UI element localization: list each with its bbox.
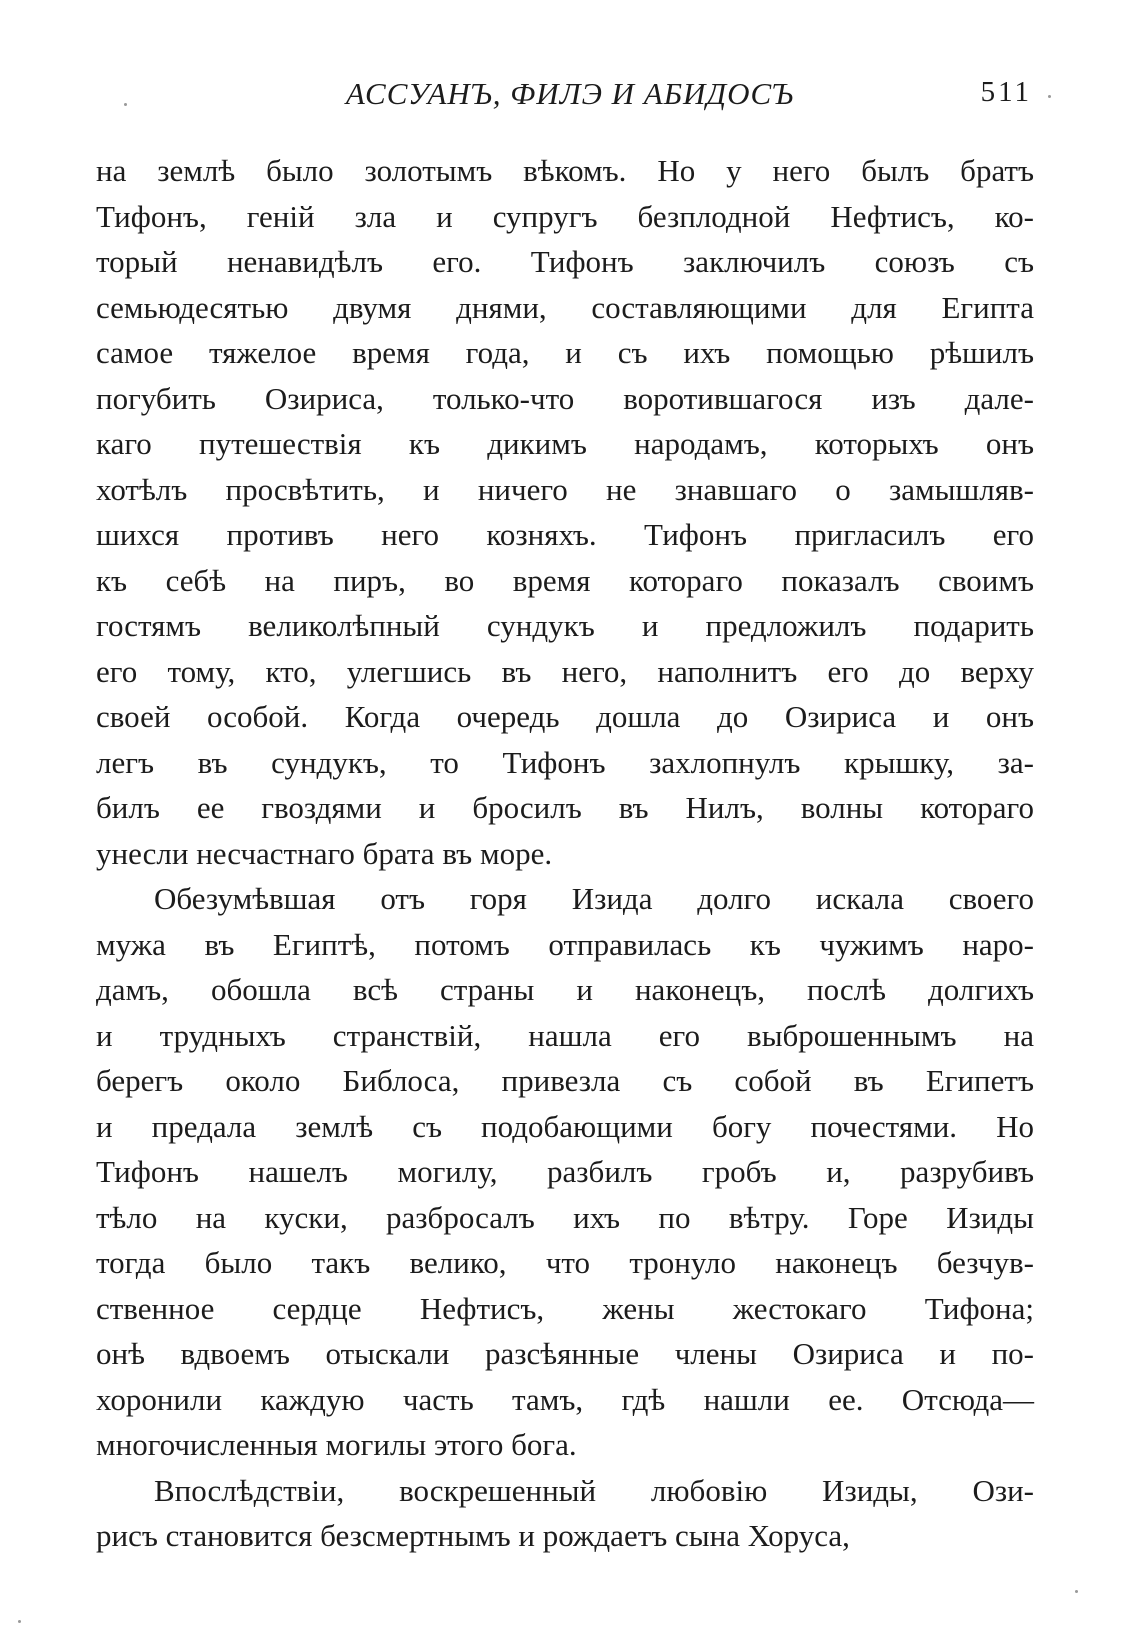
text-line: его тому, кто, улегшись въ него, наполнитъ его до верху bbox=[96, 653, 1034, 689]
text-line: хоронили каждую часть тамъ, гдѣ нашли ее. Отсюда— bbox=[96, 1381, 1034, 1417]
text-line: Тифонъ, геній зла и супругъ безплодной Нефтисъ, ко- bbox=[96, 198, 1034, 234]
text-line: билъ ее гвоздями и бросилъ въ Нилъ, волны котораго bbox=[96, 790, 1034, 825]
text-line: и трудныхъ странствій, нашла его выброшеннымъ на bbox=[96, 1017, 1034, 1053]
text-line: берегъ около Библоса, привезла съ собой въ Египетъ bbox=[96, 1063, 1034, 1098]
text-line: ственное сердце Нефтисъ, жены жестокаго Тифона; bbox=[96, 1290, 1034, 1326]
paragraph bbox=[96, 148, 1034, 876]
running-title: АССУАНЪ, ФИЛЭ И АБИДОСЪ bbox=[345, 76, 795, 111]
text-line: унесли несчастнаго брата въ море. bbox=[96, 835, 553, 871]
text-line: и предала землѣ съ подобающими богу почестями. Но bbox=[96, 1108, 1034, 1144]
print-speck bbox=[1048, 95, 1051, 98]
text-line: Обезумѣвшая отъ горя Изида долго искала своего bbox=[154, 881, 1034, 916]
print-speck bbox=[1075, 1590, 1078, 1593]
text-line: мужа въ Египтѣ, потомъ отправилась къ чужимъ наро- bbox=[96, 926, 1034, 962]
page-number: 511 bbox=[980, 76, 1032, 108]
text-line: тогда было такъ велико, что тронуло наконецъ безчув- bbox=[96, 1245, 1034, 1280]
text-line: къ себѣ на пиръ, во время котораго показалъ своимъ bbox=[96, 562, 1034, 598]
paragraph bbox=[96, 876, 1034, 1468]
print-speck bbox=[18, 1620, 21, 1623]
text-line: торый ненавидѣлъ его. Тифонъ заключилъ союзъ съ bbox=[96, 244, 1034, 279]
text-line: Впослѣдствіи, воскрешенный любовію Изиды, Ози- bbox=[154, 1472, 1034, 1508]
text-line: погубить Озириса, только-что воротившагося изъ дале- bbox=[96, 380, 1034, 416]
text-line: дамъ, обошла всѣ страны и наконецъ, послѣ долгихъ bbox=[96, 972, 1034, 1007]
text-line: онѣ вдвоемъ отыскали разсѣянные члены Озириса и по- bbox=[96, 1336, 1034, 1371]
text-line: многочисленныя могилы этого бога. bbox=[96, 1427, 577, 1462]
text-line: каго путешествія къ дикимъ народамъ, которыхъ онъ bbox=[96, 426, 1034, 461]
text-line: рисъ становится безсмертнымъ и рождаетъ сына Хоруса, bbox=[96, 1518, 850, 1553]
print-speck bbox=[124, 103, 127, 106]
text-line: своей особой. Когда очередь дошла до Озириса и онъ bbox=[96, 699, 1034, 734]
paragraph bbox=[96, 1468, 1034, 1559]
text-line: Тифонъ нашелъ могилу, разбилъ гробъ и, разрубивъ bbox=[96, 1154, 1034, 1189]
text-line: на землѣ было золотымъ вѣкомъ. Но у него былъ братъ bbox=[96, 153, 1034, 188]
body-text bbox=[96, 148, 1034, 1559]
text-line: шихся противъ него козняхъ. Тифонъ пригласилъ его bbox=[96, 517, 1034, 552]
text-line: семьюдесятью двумя днями, составляющими для Египта bbox=[96, 289, 1034, 325]
text-line: гостямъ великолѣпный сундукъ и предложилъ подарить bbox=[96, 608, 1034, 643]
text-line: самое тяжелое время года, и съ ихъ помощью рѣшилъ bbox=[96, 335, 1034, 370]
text-line: хотѣлъ просвѣтить, и ничего не знавшаго о замышляв- bbox=[96, 471, 1034, 507]
text-line: тѣло на куски, разбросалъ ихъ по вѣтру. Горе Изиды bbox=[96, 1199, 1034, 1235]
running-head bbox=[0, 72, 1140, 122]
text-line: легъ въ сундукъ, то Тифонъ захлопнулъ крышку, за- bbox=[96, 744, 1034, 780]
